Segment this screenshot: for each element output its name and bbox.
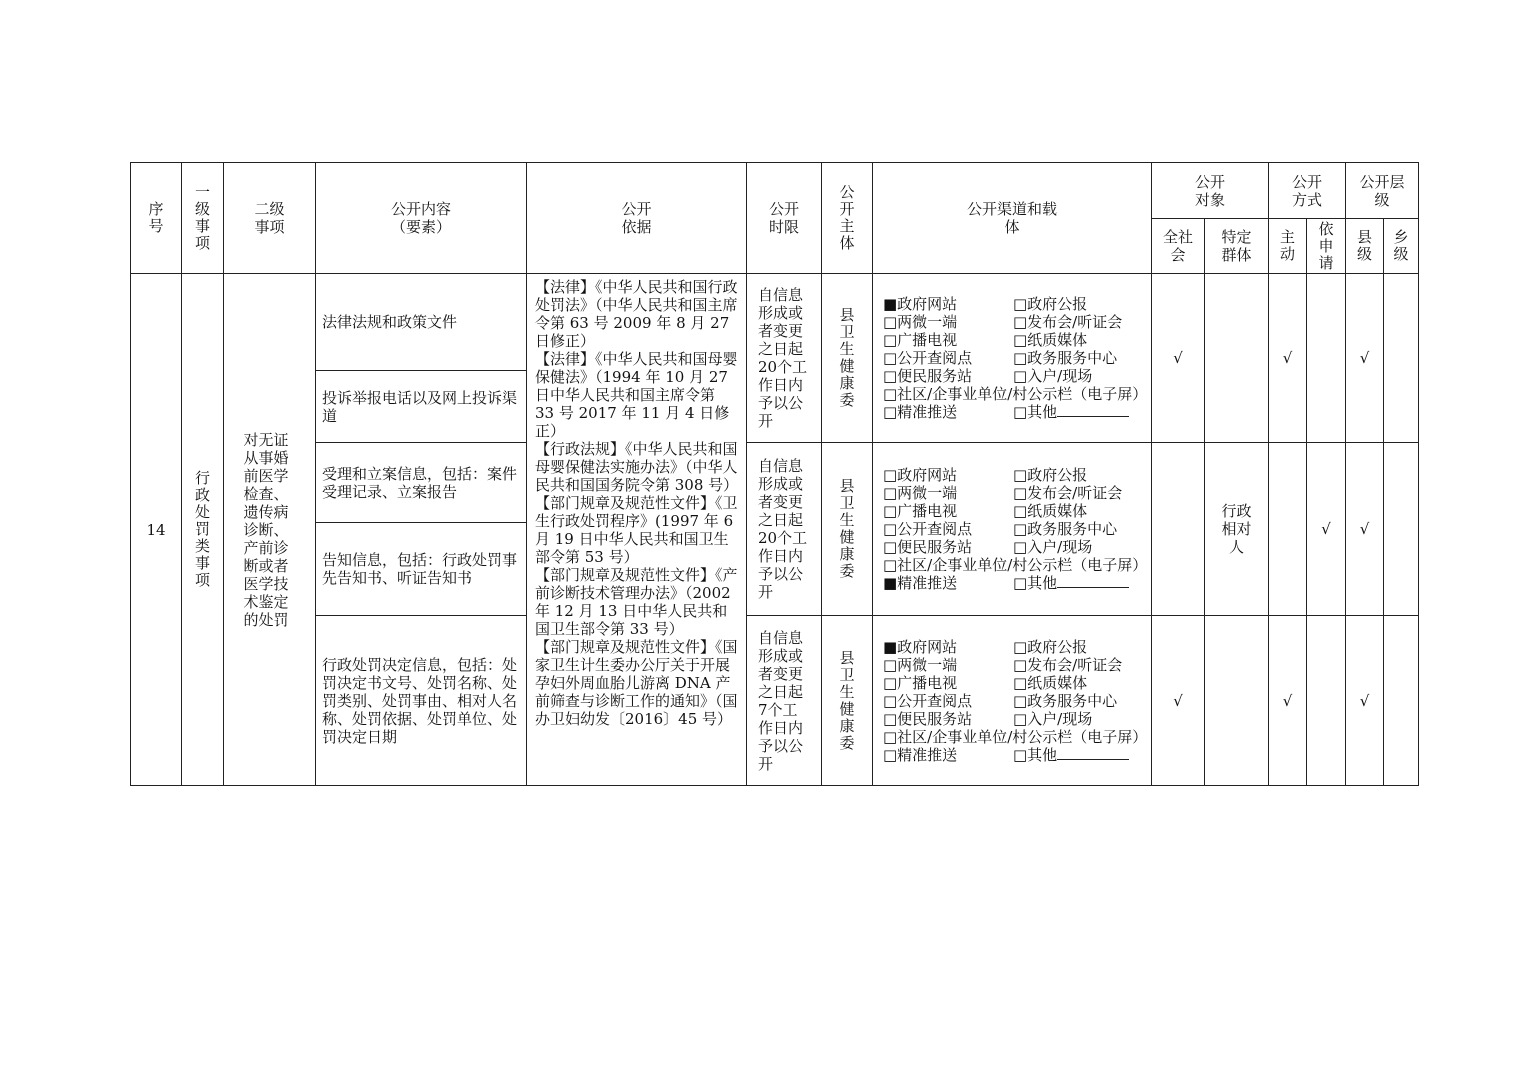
header-channel: 公开渠道和载体 <box>873 163 1152 274</box>
header-mode-active: 主动 <box>1269 219 1307 274</box>
content-cell: 法律法规和政策文件 <box>316 274 527 371</box>
table-row <box>131 443 1419 523</box>
header-level-township: 乡级 <box>1384 219 1419 274</box>
time-limit-cell: 自信息形成或者变更之日起7个工作日内予以公开 <box>747 616 822 786</box>
basis-item: 【行政法规】《中华人民共和国母婴保健法实施办法》（中华人民共和国国务院令第 308 号） <box>535 440 739 494</box>
level-township-empty <box>1384 443 1419 616</box>
content-cell: 告知信息，包括：行政处罚事先告知书、听证告知书 <box>316 523 527 616</box>
content-cell: 受理和立案信息，包括：案件受理记录、立案报告 <box>316 443 527 523</box>
check-object-all: √ <box>1152 274 1205 443</box>
content-cell: 投诉举报电话以及网上投诉渠道 <box>316 371 527 443</box>
basis-item: 【部门规章及规范性文件】《国家卫生计生委办公厅关于开展孕妇外周血胎儿游离 DNA 产前筛查与诊断工作的通知》（国办卫妇幼发〔2016〕45 号） <box>535 638 738 728</box>
mode-active-empty <box>1269 443 1307 616</box>
header-seq: 序号 <box>131 163 182 274</box>
header-mode-request: 依申请 <box>1307 219 1346 274</box>
basis-item: 【部门规章及规范性文件】《产前诊断技术管理办法》（2002 年 12 月 13 日中华人民共和国卫生部令第 33 号） <box>535 566 738 638</box>
basis-item: 【部门规章及规范性文件】《卫生行政处罚程序》(1997 年 6 月 19 日中华人民共和国卫生部令第 53 号） <box>535 494 738 566</box>
header-object: 公开对象 <box>1152 163 1269 219</box>
object-all-empty <box>1152 443 1205 616</box>
mode-request-empty <box>1307 616 1346 786</box>
check-level-county: √ <box>1346 274 1384 443</box>
level-township-empty <box>1384 616 1419 786</box>
level-township-empty <box>1384 274 1419 443</box>
header-row-1 <box>131 163 1419 219</box>
content-cell: 行政处罚决定信息，包括：处罚决定书文号、处罚名称、处罚类别、处罚事由、相对人名称、处罚依据、处罚单位、处罚决定日期 <box>316 616 527 786</box>
check-mode-request: √ <box>1307 443 1346 616</box>
basis-item: 【法律】《中华人民共和国母婴保健法》（1994 年 10 月 27 日中华人民共和国主席令第 33 号 2017 年 11 月 4 日修正） <box>535 350 738 440</box>
header-object-all: 全社会 <box>1152 219 1205 274</box>
object-specific-empty <box>1205 274 1269 443</box>
basis-item: 【法律】《中华人民共和国行政处罚法》（中华人民共和国主席令第 63 号 2009 年 8 月 27 日修正） <box>535 278 738 350</box>
check-mode-active: √ <box>1269 274 1307 443</box>
header-object-specific: 特定群体 <box>1205 219 1269 274</box>
header-time-limit: 公开时限 <box>747 163 822 274</box>
channel-cell: ■政府网站 □政府公报 □两微一端 □发布会/听证会 □广播电视 □纸质媒体 □公开查阅点 □政务服务中心 □便民服务站 □入户/现场 □社区/企事业单位/村公示栏（电子屏） □精准推送 □其他 <box>873 274 1152 443</box>
header-subject: 公开主体 <box>822 163 873 274</box>
header-basis: 公开依据 <box>527 163 747 274</box>
subject-cell: 县卫生健康委 <box>822 274 873 443</box>
disclosure-table <box>130 162 1419 786</box>
check-level-county: √ <box>1346 616 1384 786</box>
time-limit-cell: 自信息形成或者变更之日起20个工作日内予以公开 <box>747 443 822 616</box>
subject-cell: 县卫生健康委 <box>822 616 873 786</box>
header-level: 公开层级 <box>1346 163 1419 219</box>
object-specific-cell: 行政相对人 <box>1205 443 1269 616</box>
check-object-all: √ <box>1152 616 1205 786</box>
channel-cell: ■政府网站 □政府公报 □两微一端 □发布会/听证会 □广播电视 □纸质媒体 □公开查阅点 □政务服务中心 □便民服务站 □入户/现场 □社区/企事业单位/村公示栏（电子屏） □精准推送 □其他 <box>873 616 1152 786</box>
level2-cell: 对无证从事婚前医学检查、遗传病诊断、产前诊断或者医学技术鉴定的处罚 <box>224 274 316 786</box>
header-level-county: 县级 <box>1346 219 1384 274</box>
header-level2: 二级事项 <box>224 163 316 274</box>
header-level1: 一级事项 <box>182 163 224 274</box>
mode-request-empty <box>1307 274 1346 443</box>
check-level-county: √ <box>1346 443 1384 616</box>
table-row <box>131 274 1419 371</box>
subject-cell: 县卫生健康委 <box>822 443 873 616</box>
check-mode-active: √ <box>1269 616 1307 786</box>
header-content: 公开内容（要素） <box>316 163 527 274</box>
table-row <box>131 616 1419 786</box>
header-mode: 公开方式 <box>1269 163 1346 219</box>
time-limit-cell: 自信息形成或者变更之日起20个工作日内予以公开 <box>747 274 822 443</box>
level1-cell: 行政处罚类事项 <box>182 274 224 786</box>
channel-cell: □政府网站 □政府公报 □两微一端 □发布会/听证会 □广播电视 □纸质媒体 □公开查阅点 □政务服务中心 □便民服务站 □入户/现场 □社区/企事业单位/村公示栏（电子屏） ■精准推送 □其他 <box>873 443 1152 616</box>
object-specific-empty <box>1205 616 1269 786</box>
basis-cell <box>527 274 747 786</box>
seq-cell: 14 <box>131 274 182 786</box>
